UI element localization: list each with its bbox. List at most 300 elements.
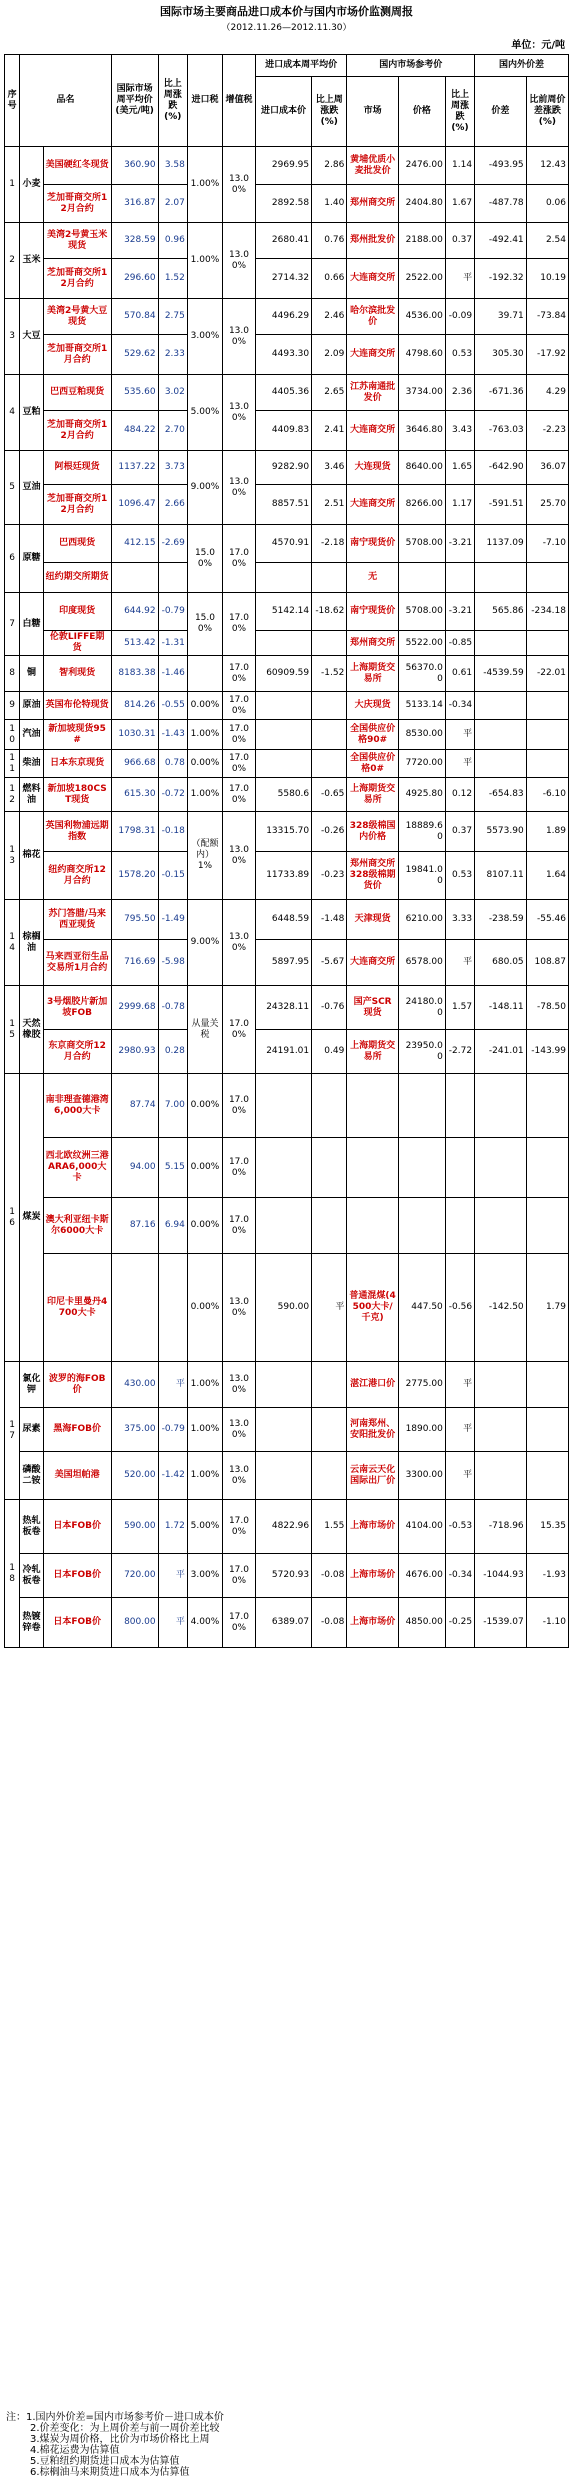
table-row bbox=[5, 750, 569, 778]
price-cell: 447.50 bbox=[398, 1254, 445, 1362]
intl-change-cell: 0.96 bbox=[158, 223, 187, 259]
intl-change-cell: 1.72 bbox=[158, 1500, 187, 1554]
diff-cell bbox=[475, 1452, 527, 1500]
table-body bbox=[5, 147, 569, 1648]
diff-cell bbox=[475, 1362, 527, 1408]
tariff-cell: 0.00% bbox=[187, 1074, 222, 1138]
product-name-cell: 3号烟胶片新加坡FOB bbox=[43, 986, 111, 1030]
tariff-cell: 0.00% bbox=[187, 1198, 222, 1254]
product-name-cell: 纽约商交所12月合约 bbox=[43, 852, 111, 900]
intl-price-cell: 644.92 bbox=[111, 593, 158, 631]
tariff-cell: 15.00% bbox=[187, 593, 222, 656]
intl-change-cell: 0.28 bbox=[158, 1030, 187, 1074]
intl-change-cell bbox=[158, 1254, 187, 1362]
market-cell: 全国供应价格90# bbox=[347, 720, 399, 750]
category-cell: 热轧板卷 bbox=[20, 1500, 43, 1554]
intl-change-cell: -1.43 bbox=[158, 720, 187, 750]
intl-change-cell: 平 bbox=[158, 1362, 187, 1408]
category-cell: 玉米 bbox=[20, 223, 43, 299]
domestic-change-cell: 平 bbox=[445, 720, 474, 750]
diff-change-cell bbox=[526, 1452, 568, 1500]
note-line: 注：1.国内外价差=国内市场参考价－进口成本价 bbox=[6, 2412, 224, 2423]
cost-cell: 5897.95 bbox=[255, 940, 311, 986]
diff-change-cell: 1.79 bbox=[526, 1254, 568, 1362]
table-row bbox=[5, 900, 569, 940]
domestic-change-cell: 0.37 bbox=[445, 812, 474, 852]
product-name-cell: 伦敦LIFFE期货 bbox=[43, 631, 111, 656]
category-cell: 棕榈油 bbox=[20, 900, 43, 986]
domestic-change-cell: 0.61 bbox=[445, 656, 474, 692]
table-row bbox=[5, 259, 569, 299]
diff-change-cell: -22.01 bbox=[526, 656, 568, 692]
diff-cell: -238.59 bbox=[475, 900, 527, 940]
price-cell bbox=[398, 563, 445, 593]
diff-cell: -654.83 bbox=[475, 778, 527, 812]
domestic-change-cell: 3.33 bbox=[445, 900, 474, 940]
price-cell: 2188.00 bbox=[398, 223, 445, 259]
header-name: 品名 bbox=[20, 55, 111, 147]
market-cell: 上海市场价 bbox=[347, 1598, 399, 1648]
cost-cell: 590.00 bbox=[255, 1254, 311, 1362]
vat-cell: 17.00% bbox=[223, 656, 256, 692]
cost-change-cell bbox=[312, 1362, 347, 1408]
diff-cell: -1539.07 bbox=[475, 1598, 527, 1648]
seq-cell: 16 bbox=[5, 1074, 20, 1362]
table-row bbox=[5, 451, 569, 485]
intl-change-cell: 3.58 bbox=[158, 147, 187, 185]
table-row bbox=[5, 1030, 569, 1074]
domestic-change-cell: -0.09 bbox=[445, 299, 474, 335]
cost-change-cell: 2.09 bbox=[312, 335, 347, 375]
product-name-cell: 美国坦帕港 bbox=[43, 1452, 111, 1500]
product-name-cell: 美湾2号黄大豆现货 bbox=[43, 299, 111, 335]
diff-change-cell: 108.87 bbox=[526, 940, 568, 986]
header-intl-price: 国际市场周平均价(美元/吨) bbox=[111, 55, 158, 147]
domestic-change-cell: 0.53 bbox=[445, 335, 474, 375]
diff-cell: 8107.11 bbox=[475, 852, 527, 900]
diff-cell bbox=[475, 1408, 527, 1452]
cost-change-cell bbox=[312, 1198, 347, 1254]
diff-change-cell: 25.70 bbox=[526, 485, 568, 525]
diff-change-cell: -78.50 bbox=[526, 986, 568, 1030]
diff-change-cell: -143.99 bbox=[526, 1030, 568, 1074]
header-domestic-change: 比上周涨跌(%) bbox=[445, 77, 474, 147]
market-cell: 大庆现货 bbox=[347, 692, 399, 720]
domestic-change-cell: 1.65 bbox=[445, 451, 474, 485]
diff-change-cell bbox=[526, 692, 568, 720]
cost-change-cell bbox=[312, 1074, 347, 1138]
price-cell: 2476.00 bbox=[398, 147, 445, 185]
vat-cell: 13.00% bbox=[223, 1408, 256, 1452]
table-row bbox=[5, 525, 569, 563]
category-cell: 柴油 bbox=[20, 750, 43, 778]
diff-change-cell bbox=[526, 1138, 568, 1198]
header-domestic-group: 国内市场参考价 bbox=[347, 55, 475, 77]
vat-cell: 17.00% bbox=[223, 1198, 256, 1254]
price-cell: 5133.14 bbox=[398, 692, 445, 720]
vat-cell: 13.00% bbox=[223, 147, 256, 223]
product-name-cell: 日本FOB价 bbox=[43, 1500, 111, 1554]
market-cell bbox=[347, 1074, 399, 1138]
intl-change-cell bbox=[158, 563, 187, 593]
cost-cell: 6389.07 bbox=[255, 1598, 311, 1648]
market-cell: 上海期货交易所 bbox=[347, 778, 399, 812]
seq-cell: 17 bbox=[5, 1362, 20, 1500]
intl-price-cell: 328.59 bbox=[111, 223, 158, 259]
vat-cell: 13.00% bbox=[223, 1254, 256, 1362]
vat-cell: 13.00% bbox=[223, 375, 256, 451]
product-name-cell: 南非理查德港湾6,000大卡 bbox=[43, 1074, 111, 1138]
diff-change-cell bbox=[526, 1074, 568, 1138]
cost-change-cell: 2.86 bbox=[312, 147, 347, 185]
intl-price-cell: 615.30 bbox=[111, 778, 158, 812]
product-name-cell: 芝加哥商交所1月合约 bbox=[43, 335, 111, 375]
intl-price-cell: 8183.38 bbox=[111, 656, 158, 692]
diff-change-cell bbox=[526, 750, 568, 778]
table-row bbox=[5, 411, 569, 451]
diff-change-cell bbox=[526, 631, 568, 656]
cost-change-cell: -0.26 bbox=[312, 812, 347, 852]
diff-cell: -591.51 bbox=[475, 485, 527, 525]
cost-change-cell: -1.52 bbox=[312, 656, 347, 692]
cost-cell bbox=[255, 1452, 311, 1500]
price-table bbox=[4, 54, 569, 1648]
tariff-cell: 0.00% bbox=[187, 1138, 222, 1198]
vat-cell: 17.00% bbox=[223, 750, 256, 778]
cost-cell bbox=[255, 720, 311, 750]
cost-cell bbox=[255, 1408, 311, 1452]
cost-change-cell bbox=[312, 1452, 347, 1500]
vat-cell: 17.00% bbox=[223, 1074, 256, 1138]
domestic-change-cell: -3.21 bbox=[445, 525, 474, 563]
cost-cell bbox=[255, 750, 311, 778]
domestic-change-cell: -0.34 bbox=[445, 1554, 474, 1598]
domestic-change-cell: -0.53 bbox=[445, 1500, 474, 1554]
product-name-cell: 新加坡现货95# bbox=[43, 720, 111, 750]
table-row bbox=[5, 1362, 569, 1408]
cost-change-cell: 2.65 bbox=[312, 375, 347, 411]
intl-change-cell: -1.46 bbox=[158, 656, 187, 692]
intl-price-cell bbox=[111, 563, 158, 593]
seq-cell: 2 bbox=[5, 223, 20, 299]
domestic-change-cell bbox=[445, 1138, 474, 1198]
table-row bbox=[5, 852, 569, 900]
product-name-cell: 芝加哥商交所12月合约 bbox=[43, 185, 111, 223]
diff-change-cell: 10.19 bbox=[526, 259, 568, 299]
market-cell: 大连商交所 bbox=[347, 411, 399, 451]
intl-price-cell: 484.22 bbox=[111, 411, 158, 451]
diff-cell bbox=[475, 1138, 527, 1198]
product-name-cell: 智利现货 bbox=[43, 656, 111, 692]
vat-cell: 17.00% bbox=[223, 778, 256, 812]
diff-change-cell: 15.35 bbox=[526, 1500, 568, 1554]
vat-cell: 13.00% bbox=[223, 223, 256, 299]
domestic-change-cell: 1.14 bbox=[445, 147, 474, 185]
note-line: 3.煤炭为周价格，比价为市场价格比上周 bbox=[30, 2434, 210, 2445]
price-cell: 2775.00 bbox=[398, 1362, 445, 1408]
market-cell: 黄埔优质小麦批发价 bbox=[347, 147, 399, 185]
product-name-cell: 西北欧纹洲三港ARA6,000大卡 bbox=[43, 1138, 111, 1198]
price-cell bbox=[398, 1074, 445, 1138]
diff-cell: -487.78 bbox=[475, 185, 527, 223]
domestic-change-cell bbox=[445, 1074, 474, 1138]
cost-change-cell: 0.76 bbox=[312, 223, 347, 259]
diff-cell: -642.90 bbox=[475, 451, 527, 485]
table-row bbox=[5, 1198, 569, 1254]
price-cell: 4850.00 bbox=[398, 1598, 445, 1648]
diff-change-cell bbox=[526, 1362, 568, 1408]
vat-cell: 17.00% bbox=[223, 1500, 256, 1554]
header-diff-change: 比前周价差涨跌(%) bbox=[526, 77, 568, 147]
intl-price-cell: 2999.68 bbox=[111, 986, 158, 1030]
market-cell: 上海期货交易所 bbox=[347, 1030, 399, 1074]
table-row bbox=[5, 485, 569, 525]
table-row bbox=[5, 563, 569, 593]
header-cost: 进口成本价 bbox=[255, 77, 311, 147]
category-cell: 热镀锌卷 bbox=[20, 1598, 43, 1648]
intl-price-cell: 1137.22 bbox=[111, 451, 158, 485]
tariff-cell: 1.00% bbox=[187, 1452, 222, 1500]
seq-cell: 8 bbox=[5, 656, 20, 692]
intl-price-cell: 94.00 bbox=[111, 1138, 158, 1198]
product-name-cell: 日本FOB价 bbox=[43, 1554, 111, 1598]
seq-cell: 1 bbox=[5, 147, 20, 223]
domestic-change-cell: 1.57 bbox=[445, 986, 474, 1030]
price-cell: 56370.00 bbox=[398, 656, 445, 692]
table-row bbox=[5, 147, 569, 185]
market-cell: 普通混煤(4500大卡/千克) bbox=[347, 1254, 399, 1362]
market-cell: 大连商交所 bbox=[347, 485, 399, 525]
diff-cell: -493.95 bbox=[475, 147, 527, 185]
category-cell: 铜 bbox=[20, 656, 43, 692]
tariff-cell: 3.00% bbox=[187, 299, 222, 375]
product-name-cell: 巴西豆粕现货 bbox=[43, 375, 111, 411]
seq-cell: 3 bbox=[5, 299, 20, 375]
diff-cell: 680.05 bbox=[475, 940, 527, 986]
domestic-change-cell: -2.72 bbox=[445, 1030, 474, 1074]
cost-change-cell: -0.76 bbox=[312, 986, 347, 1030]
header-diff-group: 国内外价差 bbox=[475, 55, 569, 77]
header-cost-group: 进口成本周平均价 bbox=[255, 55, 346, 77]
diff-cell: 565.86 bbox=[475, 593, 527, 631]
market-cell: 大连商交所 bbox=[347, 335, 399, 375]
header-price: 价格 bbox=[398, 77, 445, 147]
market-cell: 全国供应价格0# bbox=[347, 750, 399, 778]
cost-change-cell: -18.62 bbox=[312, 593, 347, 631]
note-line: 6.棕榈油马来期货进口成本为估算值 bbox=[30, 2467, 190, 2478]
note-line: 2.价差变化：为上周价差与前一周价差比较 bbox=[30, 2423, 220, 2434]
seq-cell: 5 bbox=[5, 451, 20, 525]
vat-cell: 13.00% bbox=[223, 1362, 256, 1408]
intl-change-cell: -2.69 bbox=[158, 525, 187, 563]
price-cell: 23950.00 bbox=[398, 1030, 445, 1074]
table-row bbox=[5, 692, 569, 720]
cost-change-cell: -1.48 bbox=[312, 900, 347, 940]
cost-change-cell: 2.46 bbox=[312, 299, 347, 335]
tariff-cell: 15.00% bbox=[187, 525, 222, 593]
diff-change-cell: -6.10 bbox=[526, 778, 568, 812]
intl-price-cell: 795.50 bbox=[111, 900, 158, 940]
vat-cell: 13.00% bbox=[223, 812, 256, 900]
cost-cell: 24328.11 bbox=[255, 986, 311, 1030]
tariff-cell: 0.00% bbox=[187, 692, 222, 720]
category-cell: 煤炭 bbox=[20, 1074, 43, 1362]
intl-change-cell: 5.15 bbox=[158, 1138, 187, 1198]
diff-change-cell: -2.23 bbox=[526, 411, 568, 451]
cost-change-cell: -0.08 bbox=[312, 1554, 347, 1598]
cost-change-cell bbox=[312, 1408, 347, 1452]
price-cell: 5708.00 bbox=[398, 593, 445, 631]
price-cell: 8530.00 bbox=[398, 720, 445, 750]
category-cell: 豆粕 bbox=[20, 375, 43, 451]
tariff-cell: 9.00% bbox=[187, 900, 222, 986]
diff-cell bbox=[475, 692, 527, 720]
header-cost-change: 比上周涨跌(%) bbox=[312, 77, 347, 147]
cost-change-cell: -0.65 bbox=[312, 778, 347, 812]
product-name-cell: 英国利物浦远期指数 bbox=[43, 812, 111, 852]
diff-cell: -192.32 bbox=[475, 259, 527, 299]
diff-change-cell: -73.84 bbox=[526, 299, 568, 335]
market-cell: 天津现货 bbox=[347, 900, 399, 940]
vat-cell: 17.00% bbox=[223, 1138, 256, 1198]
product-name-cell: 印尼卡里曼丹4700大卡 bbox=[43, 1254, 111, 1362]
product-name-cell: 美湾2号黄玉米现货 bbox=[43, 223, 111, 259]
domestic-change-cell: 平 bbox=[445, 1362, 474, 1408]
cost-cell: 4493.30 bbox=[255, 335, 311, 375]
intl-change-cell: 平 bbox=[158, 1598, 187, 1648]
product-name-cell: 芝加哥商交所12月合约 bbox=[43, 259, 111, 299]
intl-change-cell: -0.72 bbox=[158, 778, 187, 812]
market-cell: 郑州批发价 bbox=[347, 223, 399, 259]
cost-cell: 2680.41 bbox=[255, 223, 311, 259]
product-name-cell: 苏门答腊/马来西亚现货 bbox=[43, 900, 111, 940]
intl-change-cell: -0.79 bbox=[158, 1408, 187, 1452]
diff-cell bbox=[475, 720, 527, 750]
price-cell: 6578.00 bbox=[398, 940, 445, 986]
cost-cell: 4496.29 bbox=[255, 299, 311, 335]
page-title: 国际市场主要商品进口成本价与国内市场价监测周报 bbox=[160, 5, 413, 18]
vat-cell: 13.00% bbox=[223, 1452, 256, 1500]
price-cell: 5708.00 bbox=[398, 525, 445, 563]
market-cell: 大连商交所 bbox=[347, 940, 399, 986]
cost-cell: 4405.36 bbox=[255, 375, 311, 411]
price-cell: 18889.60 bbox=[398, 812, 445, 852]
cost-cell bbox=[255, 1198, 311, 1254]
price-cell bbox=[398, 1138, 445, 1198]
intl-price-cell: 1030.31 bbox=[111, 720, 158, 750]
diff-change-cell: -55.46 bbox=[526, 900, 568, 940]
intl-change-cell: 2.70 bbox=[158, 411, 187, 451]
intl-price-cell: 360.90 bbox=[111, 147, 158, 185]
product-name-cell: 英国布伦特现货 bbox=[43, 692, 111, 720]
diff-cell bbox=[475, 563, 527, 593]
intl-change-cell: -5.98 bbox=[158, 940, 187, 986]
table-row bbox=[5, 1254, 569, 1362]
table-row bbox=[5, 185, 569, 223]
intl-price-cell: 590.00 bbox=[111, 1500, 158, 1554]
diff-cell bbox=[475, 750, 527, 778]
table-row bbox=[5, 1598, 569, 1648]
diff-cell: -241.01 bbox=[475, 1030, 527, 1074]
cost-change-cell: -2.18 bbox=[312, 525, 347, 563]
cost-cell: 6448.59 bbox=[255, 900, 311, 940]
table-row bbox=[5, 631, 569, 656]
tariff-cell: 1.00% bbox=[187, 720, 222, 750]
diff-cell: -492.41 bbox=[475, 223, 527, 259]
price-cell: 4925.80 bbox=[398, 778, 445, 812]
vat-cell: 17.00% bbox=[223, 986, 256, 1074]
intl-change-cell: -0.55 bbox=[158, 692, 187, 720]
tariff-cell: 5.00% bbox=[187, 375, 222, 451]
cost-cell: 4822.96 bbox=[255, 1500, 311, 1554]
table-row bbox=[5, 335, 569, 375]
cost-cell bbox=[255, 1362, 311, 1408]
price-cell: 2522.00 bbox=[398, 259, 445, 299]
table-row bbox=[5, 940, 569, 986]
product-name-cell: 东京商交所12月合约 bbox=[43, 1030, 111, 1074]
table-row bbox=[5, 299, 569, 335]
intl-change-cell: 1.52 bbox=[158, 259, 187, 299]
market-cell: 大连商交所 bbox=[347, 259, 399, 299]
diff-change-cell bbox=[526, 1408, 568, 1452]
product-name-cell: 巴西现货 bbox=[43, 525, 111, 563]
notes bbox=[6, 2412, 224, 2478]
product-name-cell: 纽约期交所期货 bbox=[43, 563, 111, 593]
cost-cell: 13315.70 bbox=[255, 812, 311, 852]
seq-cell: 4 bbox=[5, 375, 20, 451]
cost-change-cell bbox=[312, 1138, 347, 1198]
intl-price-cell: 513.42 bbox=[111, 631, 158, 656]
cost-change-cell: -0.23 bbox=[312, 852, 347, 900]
product-name-cell: 日本东京现货 bbox=[43, 750, 111, 778]
header-tariff: 进口税 bbox=[187, 55, 222, 147]
intl-price-cell: 1798.31 bbox=[111, 812, 158, 852]
intl-change-cell: 2.66 bbox=[158, 485, 187, 525]
intl-change-cell: -1.42 bbox=[158, 1452, 187, 1500]
market-cell: 哈尔滨批发价 bbox=[347, 299, 399, 335]
tariff-cell: （配额内）1% bbox=[187, 812, 222, 900]
cost-cell: 9282.90 bbox=[255, 451, 311, 485]
cost-change-cell: -5.67 bbox=[312, 940, 347, 986]
cost-change-cell: 2.41 bbox=[312, 411, 347, 451]
domestic-change-cell: 2.36 bbox=[445, 375, 474, 411]
diff-change-cell: -1.10 bbox=[526, 1598, 568, 1648]
diff-change-cell bbox=[526, 720, 568, 750]
market-cell: 南宁现货价 bbox=[347, 525, 399, 563]
price-cell: 4104.00 bbox=[398, 1500, 445, 1554]
cost-cell: 60909.59 bbox=[255, 656, 311, 692]
domestic-change-cell: 平 bbox=[445, 259, 474, 299]
intl-price-cell: 535.60 bbox=[111, 375, 158, 411]
note-line: 4.棉花运费为估算值 bbox=[30, 2445, 120, 2456]
intl-change-cell: 7.00 bbox=[158, 1074, 187, 1138]
tariff-cell: 1.00% bbox=[187, 1362, 222, 1408]
product-name-cell: 新加坡180CST现货 bbox=[43, 778, 111, 812]
intl-change-cell: -0.18 bbox=[158, 812, 187, 852]
vat-cell: 17.00% bbox=[223, 525, 256, 593]
cost-change-cell bbox=[312, 750, 347, 778]
table-row bbox=[5, 1554, 569, 1598]
header-seq: 序号 bbox=[5, 55, 20, 147]
table-row bbox=[5, 1138, 569, 1198]
intl-price-cell: 570.84 bbox=[111, 299, 158, 335]
seq-cell: 9 bbox=[5, 692, 20, 720]
diff-cell bbox=[475, 631, 527, 656]
diff-change-cell: 4.29 bbox=[526, 375, 568, 411]
seq-cell: 14 bbox=[5, 900, 20, 986]
category-cell: 原糖 bbox=[20, 525, 43, 593]
price-cell: 6210.00 bbox=[398, 900, 445, 940]
